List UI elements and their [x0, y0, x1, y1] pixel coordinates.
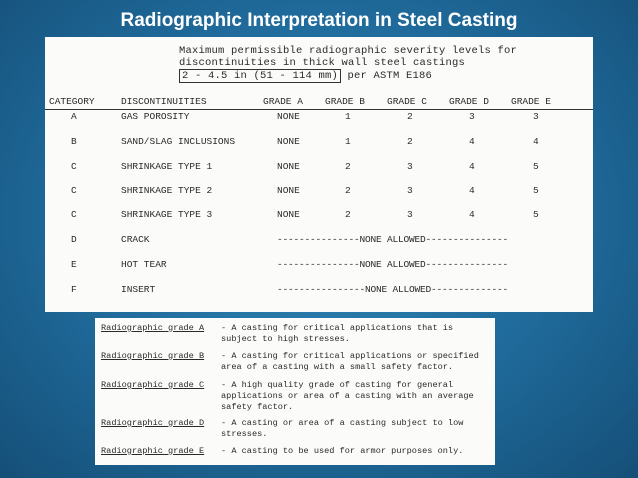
- grade-d-cell: 4: [469, 136, 475, 147]
- header-grade-d: GRADE D: [449, 96, 489, 107]
- table-header-row: [45, 96, 593, 110]
- legend-definition: - A casting or area of a casting subject to low stresses.: [221, 418, 464, 439]
- category-cell: E: [71, 259, 77, 270]
- table-row: [45, 185, 593, 199]
- legend-definition: - A high quality grade of casting for general applications or area of a casting with an average safety factor.: [221, 380, 474, 412]
- category-cell: D: [71, 234, 77, 245]
- category-cell: C: [71, 161, 77, 172]
- grade-a-cell: NONE: [277, 136, 300, 147]
- header-category: CATEGORY: [49, 96, 95, 107]
- table-row: [45, 136, 593, 150]
- grade-e-cell: 5: [533, 185, 539, 196]
- table-row: [45, 234, 593, 248]
- category-cell: C: [71, 185, 77, 196]
- grade-b-cell: 2: [345, 209, 351, 220]
- discontinuity-cell: SAND/SLAG INCLUSIONS: [121, 136, 236, 147]
- discontinuity-cell: SHRINKAGE TYPE 3: [121, 209, 213, 220]
- grade-c-cell: 3: [407, 161, 413, 172]
- none-allowed-cell: ---------------NONE ALLOWED---------------: [277, 234, 509, 245]
- grade-d-cell: 3: [469, 111, 475, 122]
- grade-e-cell: 5: [533, 161, 539, 172]
- table-caption: [179, 45, 519, 83]
- category-cell: F: [71, 284, 77, 295]
- standard-reference: per ASTM E186: [347, 70, 433, 82]
- discontinuity-cell: SHRINKAGE TYPE 2: [121, 185, 213, 196]
- table-row: [45, 284, 593, 298]
- legend-term: Radiographic grade D: [101, 418, 205, 428]
- grade-d-cell: 4: [469, 185, 475, 196]
- grade-d-cell: 4: [469, 161, 475, 172]
- grade-c-cell: 3: [407, 209, 413, 220]
- caption-line-2: discontinuities in thick wall steel castings: [179, 57, 466, 69]
- grade-b-cell: 2: [345, 161, 351, 172]
- grade-c-cell: 3: [407, 185, 413, 196]
- legend-term: Radiographic grade B: [101, 351, 205, 361]
- discontinuity-cell: INSERT: [121, 284, 156, 295]
- legend-term: Radiographic grade C: [101, 380, 205, 390]
- header-grade-b: GRADE B: [325, 96, 365, 107]
- caption-line-1: Maximum permissible radiographic severity levels for: [179, 45, 518, 57]
- header-grade-c: GRADE C: [387, 96, 427, 107]
- slide-title: Radiographic Interpretation in Steel Casting: [120, 10, 518, 31]
- grade-a-cell: NONE: [277, 161, 300, 172]
- discontinuity-cell: CRACK: [121, 234, 150, 245]
- header-grade-e: GRADE E: [511, 96, 551, 107]
- grade-b-cell: 1: [345, 136, 351, 147]
- grade-a-cell: NONE: [277, 111, 300, 122]
- grade-e-cell: 4: [533, 136, 539, 147]
- table-row: [45, 161, 593, 175]
- category-cell: C: [71, 209, 77, 220]
- none-allowed-cell: ----------------NONE ALLOWED--------------: [277, 284, 509, 295]
- grade-legend-scan: [95, 318, 495, 465]
- severity-table-scan: [45, 37, 593, 312]
- grade-a-cell: NONE: [277, 185, 300, 196]
- grade-b-cell: 1: [345, 111, 351, 122]
- grade-e-cell: 5: [533, 209, 539, 220]
- header-discontinuities: DISCONTINUITIES: [121, 96, 207, 107]
- table-row: [45, 259, 593, 273]
- category-cell: A: [71, 111, 77, 122]
- table-row: [45, 111, 593, 125]
- category-cell: B: [71, 136, 77, 147]
- caption-line-3: [179, 69, 519, 83]
- grade-b-cell: 2: [345, 185, 351, 196]
- grade-c-cell: 2: [407, 136, 413, 147]
- none-allowed-cell: ---------------NONE ALLOWED---------------: [277, 259, 509, 270]
- legend-definition: - A casting for critical applications that is subject to high stresses.: [221, 323, 454, 344]
- grade-e-cell: 3: [533, 111, 539, 122]
- grade-d-cell: 4: [469, 209, 475, 220]
- legend-term: Radiographic grade A: [101, 323, 205, 333]
- grade-c-cell: 2: [407, 111, 413, 122]
- legend-definition: - A casting to be used for armor purposes only.: [221, 446, 464, 456]
- legend-definition: - A casting for critical applications or specified area of a casting with a small safety factor.: [221, 351, 479, 372]
- grade-a-cell: NONE: [277, 209, 300, 220]
- table-row: [45, 209, 593, 223]
- legend-term: Radiographic grade E: [101, 446, 205, 456]
- discontinuity-cell: GAS POROSITY: [121, 111, 190, 122]
- header-grade-a: GRADE A: [263, 96, 303, 107]
- discontinuity-cell: SHRINKAGE TYPE 1: [121, 161, 213, 172]
- thickness-range: 2 - 4.5 in (51 - 114 mm): [179, 69, 341, 83]
- discontinuity-cell: HOT TEAR: [121, 259, 167, 270]
